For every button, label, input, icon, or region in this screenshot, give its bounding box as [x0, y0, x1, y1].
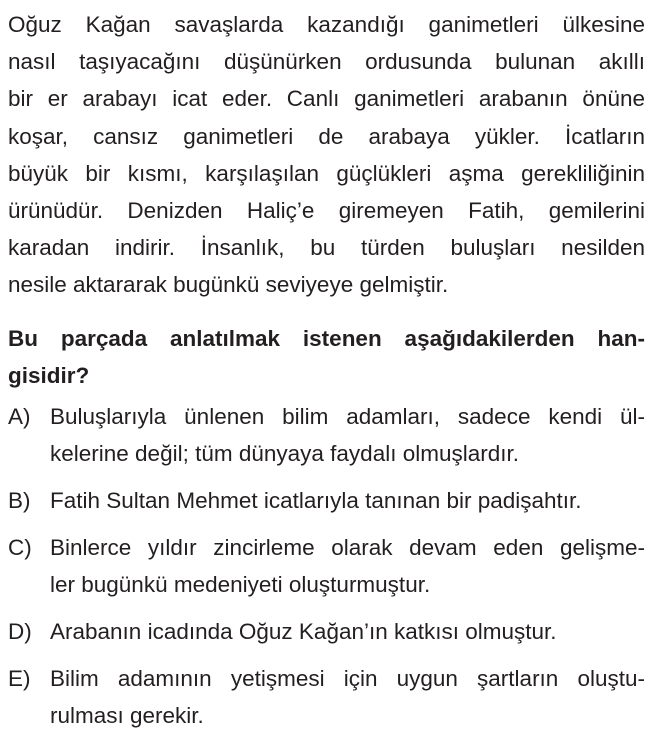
- reading-passage: [8, 6, 645, 304]
- question-line: Bu parçada anlatılmak istenen aşağıdakilerden han-: [8, 325, 645, 351]
- option-a[interactable]: [8, 398, 645, 472]
- option-text-line: Arabanın icadında Oğuz Kağan’ın katkısı olmuştur.: [50, 618, 557, 644]
- passage-line: Oğuz Kağan savaşlarda kazandığı ganimetleri ülkesine: [8, 12, 645, 37]
- option-letter: E): [8, 665, 31, 691]
- passage-line: bir er arabayı icat eder. Canlı ganimetleri arabanın önüne: [8, 86, 645, 112]
- option-letter: D): [8, 618, 32, 644]
- option-letter: C): [8, 534, 32, 560]
- option-d[interactable]: [8, 613, 645, 650]
- passage-line: karadan indirir. İnsanlık, bu türden buluşları nesilden: [8, 235, 645, 261]
- option-text-line: Buluşlarıyla ünlenen bilim adamları, sadece kendi ül-: [50, 403, 645, 429]
- option-text-line: Bilim adamının yetişmesi için uygun şartların oluştu-: [50, 665, 645, 691]
- passage-line: ürünüdür. Denizden Haliç’e giremeyen Fatih, gemilerini: [8, 198, 645, 224]
- option-text-line: kelerine değil; tüm dünyaya faydalı olmuşlardır.: [50, 440, 519, 466]
- option-text-line: ler bugünkü medeniyeti oluşturmuştur.: [50, 571, 431, 597]
- passage-line: nesile aktararak bugünkü seviyeye gelmiştir.: [8, 272, 449, 298]
- passage-line: koşar, cansız ganimetleri de arabaya yükler. İcatların: [8, 123, 645, 149]
- option-letter: B): [8, 487, 31, 513]
- option-b[interactable]: [8, 482, 645, 519]
- option-text-line: Binlerce yıldır zincirleme olarak devam eden gelişme-: [50, 534, 645, 560]
- option-letter: A): [8, 403, 31, 429]
- option-text-line: Fatih Sultan Mehmet icatlarıyla tanınan bir padişahtır.: [50, 487, 582, 513]
- question-line: gisidir?: [8, 362, 90, 388]
- question-stem: [8, 320, 645, 394]
- passage-line: büyük bir kısmı, karşılaşılan güçlükleri aşma gerekliliğinin: [8, 160, 645, 186]
- option-c[interactable]: [8, 529, 645, 603]
- answer-options: [8, 398, 645, 734]
- option-e[interactable]: [8, 660, 645, 734]
- passage-line: nasıl taşıyacağını düşünürken ordusunda bulunan akıllı: [8, 49, 645, 75]
- option-text-line: rulması gerekir.: [50, 702, 204, 728]
